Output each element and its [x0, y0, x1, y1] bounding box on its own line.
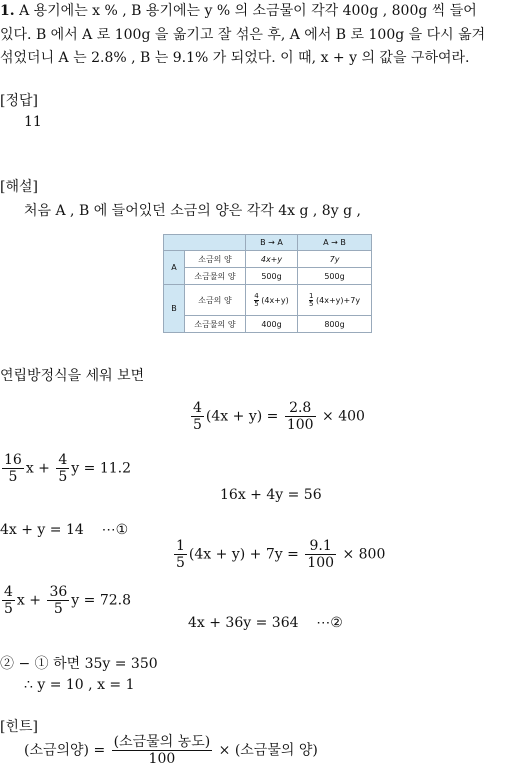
problem-text-1: A 용기에는 x % , B 용기에는 y % 의 소금물이 각각 400g , 800g 씩 들어	[19, 3, 477, 19]
table-row-label: 소금의 양	[185, 285, 246, 316]
problem-line-3: 섞었더니 A 는 2.8% , B 는 9.1% 가 되었다. 이 때, x + y 의 값을 구하여라.	[0, 50, 470, 66]
answer-value: 11	[24, 114, 42, 130]
table-cell: 400g	[245, 316, 297, 333]
table-cell: 7y	[298, 251, 372, 268]
table-cell: 4x+y	[245, 251, 297, 268]
equation-1: $\frac{4}{5}$ (4x + y) = $\frac{2.8}{100}$ × 400	[193, 400, 365, 434]
answer-label: [정답]	[0, 93, 38, 109]
subtract-step: ② − ① 하면 35y = 350	[0, 656, 158, 672]
table-cell: $\frac{4}{5}$ (4x+y)	[245, 285, 297, 316]
table-cell: 500g	[245, 268, 297, 285]
hint-formula: (소금의양) = $\frac{\text{(소금물의 농도)}}{100}$ × (소금물의 양)	[24, 734, 318, 768]
table-group-a: A	[164, 251, 185, 285]
final-result: ∴ y = 10 , x = 1	[24, 677, 135, 693]
equation-1b: $\frac{16}{5}$ x + $\frac{4}{5}$ y = 11.2	[4, 452, 131, 486]
equation-2c: 4x + 36y = 364 ⋯②	[188, 615, 343, 631]
equation-2: $\frac{1}{5}$ (4x + y) + 7y = $\frac{9.1}{100}$ × 800	[176, 538, 386, 572]
table-cell: 800g	[298, 316, 372, 333]
table-cell: $\frac{1}{5}$ (4x+y)+7y	[298, 285, 372, 316]
problem-number: 1.	[0, 3, 15, 19]
table-col-b-to-a: B → A	[245, 235, 297, 251]
table-row-label: 소금물의 양	[185, 316, 246, 333]
equation-1c: 16x + 4y = 56	[220, 487, 322, 503]
setup-text: 연립방정식을 세워 보면	[0, 368, 145, 384]
equation-2b: $\frac{4}{5}$ x + $\frac{36}{5}$ y = 72.8	[4, 584, 131, 618]
equation-1d: 4x + y = 14 ⋯①	[0, 522, 129, 538]
explanation-label: [해설]	[0, 179, 38, 195]
problem-line-2: 있다. B 에서 A 로 100g 을 옮기고 잘 섞은 후, A 에서 B 로 100g 을 다시 옮겨	[0, 27, 486, 43]
table-row-label: 소금물의 양	[185, 268, 246, 285]
table-fraction: $\frac{4}{5}$	[254, 291, 259, 308]
table-col-a-to-b: A → B	[298, 235, 372, 251]
table-fraction: $\frac{1}{5}$	[309, 291, 314, 308]
table-cell: 500g	[298, 268, 372, 285]
salt-table	[163, 234, 372, 333]
explanation-intro: 처음 A , B 에 들어있던 소금의 양은 각각 4x g , 8y g ,	[24, 203, 361, 219]
table-row-label: 소금의 양	[185, 251, 246, 268]
table-corner	[164, 235, 246, 251]
problem-line-1	[0, 0, 477, 20]
hint-label: [힌트]	[0, 719, 38, 735]
table-group-b: B	[164, 285, 185, 333]
